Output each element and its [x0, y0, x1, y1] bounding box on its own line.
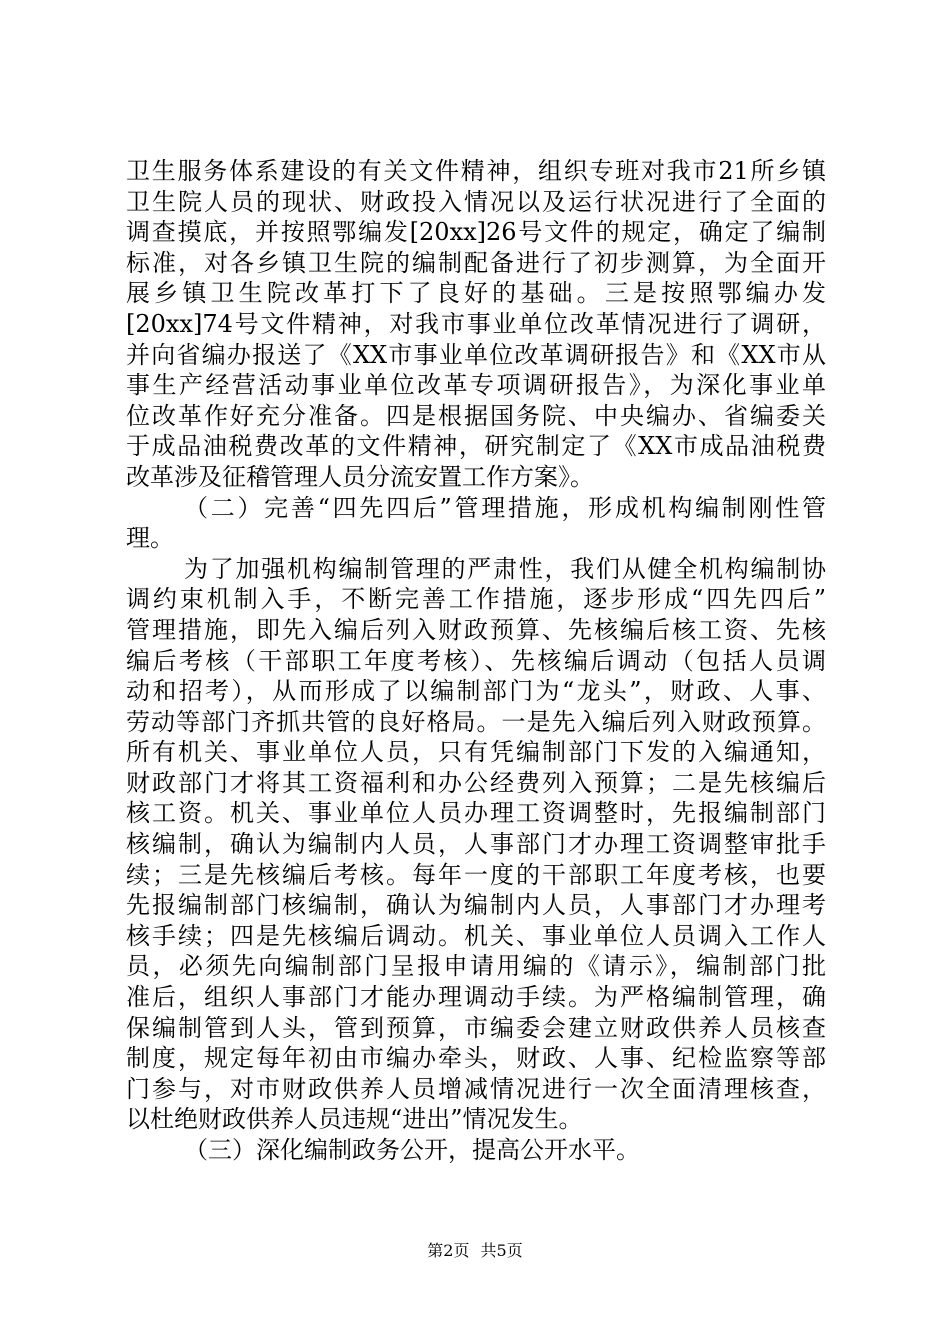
text-line: 卫生院人员的现状、财政投入情况以及运行状况进行了全面的 — [126, 187, 826, 216]
text-line: 先报编制部门核编制，确认为编制内人员，人事部门才办理考 — [126, 891, 826, 920]
page-number: 第2页 — [427, 1241, 470, 1260]
text-line: 员，必须先向编制部门呈报申请用编的《请示》，编制部门批 — [126, 952, 826, 981]
text-line: 核编制，确认为编制内人员，人事部门才办理工资调整审批手 — [126, 830, 826, 859]
text-line: （二）完善“四先四后”管理措施，形成机构编制刚性管 — [184, 493, 826, 522]
text-line: 所有机关、事业单位人员，只有凭编制部门下发的入编通知， — [126, 738, 826, 767]
text-line: 门参与，对市财政供养人员增减情况进行一次全面清理核查， — [126, 1074, 826, 1103]
text-line: 位改革作好充分准备。四是根据国务院、中央编办、省编委关 — [126, 401, 826, 430]
text-line: 展乡镇卫生院改革打下了良好的基础。三是按照鄂编办发 — [126, 279, 826, 308]
page-footer — [0, 1240, 950, 1262]
text-line: 续；三是先核编后考核。每年一度的干部职工年度考核，也要 — [126, 860, 826, 889]
text-line: 标准，对各乡镇卫生院的编制配备进行了初步测算，为全面开 — [126, 248, 826, 277]
text-line: 财政部门才将其工资福利和办公经费列入预算；二是先核编后 — [126, 768, 826, 797]
text-line: 以杜绝财政供养人员违规“进出”情况发生。 — [126, 1105, 583, 1134]
text-line: 改革涉及征稽管理人员分流安置工作方案》。 — [126, 462, 594, 491]
text-line: （三）深化编制政务公开，提高公开水平。 — [184, 1136, 640, 1164]
text-line: 制度，规定每年初由市编办牵头，财政、人事、纪检监察等部 — [126, 1044, 826, 1073]
text-line: 核手续；四是先核编后调动。机关、事业单位人员调入工作人 — [126, 921, 826, 950]
text-line: 调查摸底，并按照鄂编发[20xx]26号文件的规定，确定了编制 — [126, 218, 826, 247]
text-line: 劳动等部门齐抓共管的良好格局。一是先入编后列入财政预算。 — [126, 707, 826, 736]
text-line: 于成品油税费改革的文件精神，研究制定了《XX市成品油税费 — [126, 432, 826, 461]
text-line: 卫生服务体系建设的有关文件精神，组织专班对我市21所乡镇 — [126, 157, 826, 185]
text-line: [20xx]74号文件精神，对我市事业单位改革情况进行了调研， — [126, 309, 826, 338]
text-line: 调约束机制入手，不断完善工作措施，逐步形成“四先四后” — [126, 585, 826, 614]
text-line: 事生产经营活动事业单位改革专项调研报告》，为深化事业单 — [126, 371, 826, 400]
text-line: 理。 — [126, 524, 174, 553]
text-line: 并向省编办报送了《XX市事业单位改革调研报告》和《XX市从 — [126, 340, 826, 369]
text-line: 编后考核（干部职工年度考核）、先核编后调动（包括人员调 — [126, 646, 826, 675]
document-body — [126, 156, 826, 1166]
text-line: 为了加强机构编制管理的严肃性，我们从健全机构编制协 — [184, 554, 826, 583]
text-line: 管理措施，即先入编后列入财政预算、先核编后核工资、先核 — [126, 615, 826, 644]
text-line: 保编制管到人头，管到预算，市编委会建立财政供养人员核查 — [126, 1013, 826, 1042]
text-line: 动和招考），从而形成了以编制部门为“龙头”，财政、人事、 — [126, 677, 826, 706]
text-line: 核工资。机关、事业单位人员办理工资调整时，先报编制部门 — [126, 799, 826, 828]
page-total: 共5页 — [480, 1241, 523, 1260]
text-line: 准后，组织人事部门才能办理调动手续。为严格编制管理，确 — [126, 983, 826, 1012]
